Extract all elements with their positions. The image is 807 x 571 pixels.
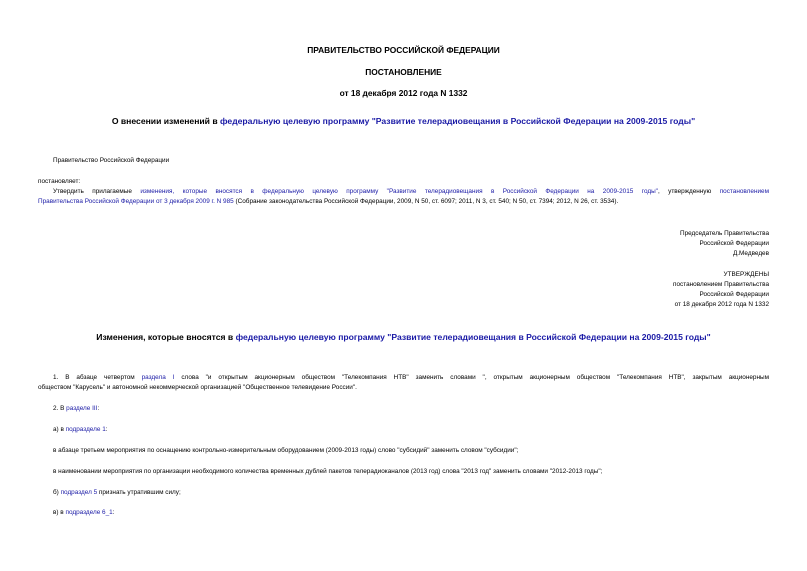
- document-title: [0, 116, 807, 127]
- resolution-link-part2[interactable]: Правительства Российской Федерации от 3 декабря 2009 г. N 985: [38, 198, 234, 205]
- approval-date-number: от 18 декабря 2012 года N 1332: [674, 301, 769, 308]
- changes-program-link[interactable]: федеральную целевую программу "Развитие телерадиовещания в Российской Федерации на 2009-2015 годы": [235, 332, 711, 342]
- changes-title: [0, 332, 807, 343]
- signature-position: Председатель Правительства: [680, 230, 769, 237]
- item-a-text-b: :: [105, 426, 108, 433]
- document-type: ПОСТАНОВЛЕНИЕ: [365, 67, 442, 77]
- item-v-text-b: :: [112, 509, 115, 516]
- item-2-text-b: :: [97, 405, 100, 412]
- approval-label: УТВЕРЖДЕНЫ: [723, 271, 769, 278]
- subsection-5-link[interactable]: подраздел 5: [60, 489, 98, 496]
- p1-text-b: , утвержденную: [657, 188, 720, 195]
- resolution-link-part1[interactable]: постановлением: [719, 188, 769, 195]
- item-v-text-a: в) в: [53, 509, 66, 516]
- item-b-text-a: б): [53, 489, 61, 496]
- section-i-link[interactable]: раздела I: [141, 374, 175, 381]
- item-2-text-a: 2. В: [53, 405, 67, 412]
- item-1-line1: [53, 374, 769, 382]
- p1-text-c: (Собрание законодательства Российской Федерации, 2009, N 50, ст. 6097; 2011, N 3, ст. 540; N 50, ст. 7394; 2012, N 26, ст. 3534).: [233, 198, 619, 205]
- section-iii-link[interactable]: разделе III: [66, 405, 98, 412]
- item-b-text-b: признать утратившим силу;: [97, 489, 181, 496]
- item-a: [53, 426, 108, 434]
- program-link[interactable]: федеральную целевую программу "Развитие телерадиовещания в Российской Федерации на 2009-2015 годы": [220, 116, 696, 126]
- title-prefix: О внесении изменений в: [111, 116, 221, 126]
- changes-link[interactable]: изменения, которые вносятся в федеральную целевую программу "Развитие телерадиовещания в Российской Федерации на 2009-2015 годы": [140, 188, 658, 195]
- preamble-paragraph-line2: [38, 198, 618, 206]
- item-2: [53, 405, 99, 413]
- subsection-1-link[interactable]: подразделе 1: [65, 426, 106, 433]
- document-date-number: от 18 декабря 2012 года N 1332: [339, 88, 468, 98]
- preamble-paragraph-line1: [53, 188, 769, 196]
- item-v: [53, 509, 115, 517]
- government-heading: ПРАВИТЕЛЬСТВО РОССИЙСКОЙ ФЕДЕРАЦИИ: [307, 45, 500, 55]
- item-1-text-a: 1. В абзаце четвертом: [53, 374, 142, 381]
- subsection-6-1-link[interactable]: подразделе 6_1: [65, 509, 113, 516]
- item-1-line2: обществом "Карусель" и автономной некоммерческой организацией "Общественное телевидение России".: [38, 384, 357, 391]
- preamble-decrees: постановляет:: [38, 178, 81, 185]
- preamble-government: Правительство Российской Федерации: [53, 157, 170, 164]
- approval-resolution: постановлением Правительства: [673, 281, 769, 288]
- item-b: [53, 489, 181, 497]
- changes-title-prefix: Изменения, которые вносятся в: [96, 332, 236, 342]
- signature-country: Российской Федерации: [699, 240, 769, 247]
- item-a-paragraph-2: в наименовании мероприятия по организации необходимого количества временных дублей пакетов телерадиоканалов (2013 год) слова "2013 год" заменить словами "2012-2013 годы";: [53, 468, 603, 475]
- item-a-text-a: а) в: [53, 426, 66, 433]
- approval-country: Российской Федерации: [699, 291, 769, 298]
- p1-text-a: Утвердить прилагаемые: [53, 188, 141, 195]
- signature-name: Д.Медведев: [732, 250, 769, 257]
- item-a-paragraph-1: в абзаце третьем мероприятия по оснащению контрольно-измерительным оборудованием (2009-2013 годы) слово "субсидий" заменить словом "субсидии";: [53, 447, 519, 454]
- item-1-text-b: слова "и открытым акционерным обществом "Телекомпания НТВ" заменить словами ", открытым акционерным обществом "Телекомпания НТВ", закрытым акционерным: [174, 374, 769, 381]
